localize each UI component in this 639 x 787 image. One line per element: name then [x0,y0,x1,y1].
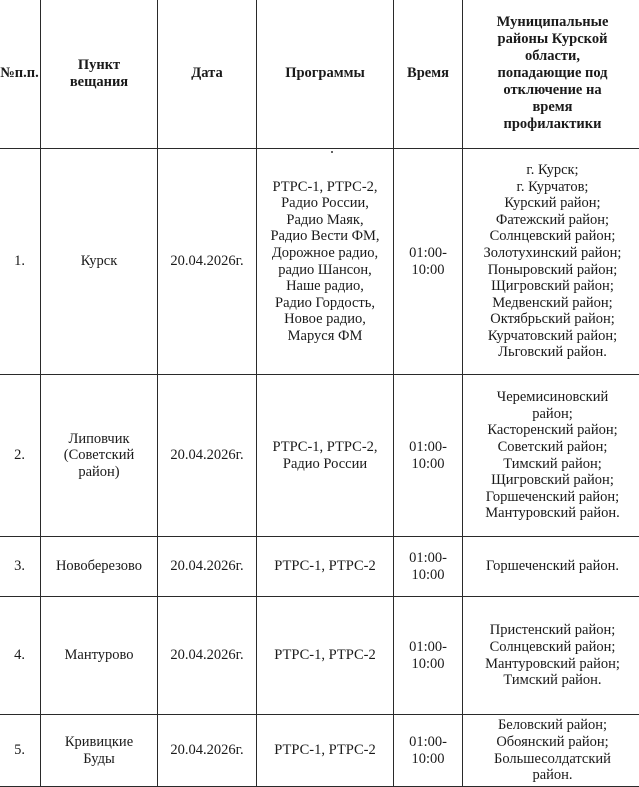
row-num: 5. [0,715,41,787]
point-line: Буды [41,751,157,768]
point-line: Курск [41,253,157,270]
header-regions [463,0,639,149]
point-line: Новоберезово [41,558,157,575]
row-regions [463,715,639,787]
header-time: Время [394,0,463,149]
time-line: 01:00- [394,439,462,456]
row-regions [463,375,639,537]
region-line: Щигровский район; [463,472,639,489]
region-line: Обоянский район; [463,734,639,751]
region-line: г. Курск; [463,162,639,179]
header-point [41,0,158,149]
point-line: район) [41,464,157,481]
program-line: РТРС-1, РТРС-2, [257,439,393,456]
region-line: Касторенский район; [463,422,639,439]
program-line: Маруся ФМ [257,328,393,345]
time-line: 10:00 [394,262,462,279]
row-time [394,375,463,537]
header-date: Дата [158,0,257,149]
row-date: 20.04.2026г. [158,537,257,597]
time-line: 01:00- [394,639,462,656]
row-time [394,537,463,597]
row-num: 3. [0,537,41,597]
program-line: РТРС-1, РТРС-2 [257,742,393,759]
header-point-line: Пункт [41,57,157,74]
table-row [0,715,639,787]
scan-speck [331,151,333,153]
region-line: Мантуровский район; [463,656,639,673]
region-line: г. Курчатов; [463,179,639,196]
region-line: Курчатовский район; [463,328,639,345]
region-line: район; [463,406,639,423]
header-regions-line: районы Курской [463,31,639,48]
region-line: Золотухинский район; [463,245,639,262]
row-date: 20.04.2026г. [158,375,257,537]
row-point [41,375,158,537]
time-line: 01:00- [394,550,462,567]
region-line: Мантуровский район. [463,505,639,522]
region-line: Советский район; [463,439,639,456]
region-line: Курский район; [463,195,639,212]
region-line: Горшеченский район. [463,558,639,575]
row-date: 20.04.2026г. [158,597,257,715]
row-programs [257,537,394,597]
point-line: Кривицкие [41,734,157,751]
row-regions [463,537,639,597]
program-line: РТРС-1, РТРС-2 [257,558,393,575]
header-regions-line: отключение на [463,82,639,99]
program-line: Наше радио, [257,278,393,295]
program-line: Радио Маяк, [257,212,393,229]
region-line: Большесолдатский [463,751,639,768]
region-line: Беловский район; [463,717,639,734]
program-line: Дорожное радио, [257,245,393,262]
row-num: 2. [0,375,41,537]
row-date: 20.04.2026г. [158,149,257,375]
region-line: Солнцевский район; [463,639,639,656]
row-time [394,597,463,715]
point-line: Липовчик [41,431,157,448]
row-time [394,149,463,375]
header-point-line: вещания [41,74,157,91]
region-line: Поныровский район; [463,262,639,279]
program-line: РТРС-1, РТРС-2 [257,647,393,664]
region-line: Черемисиновский [463,389,639,406]
region-line: район. [463,767,639,784]
program-line: радио Шансон, [257,262,393,279]
row-date: 20.04.2026г. [158,715,257,787]
table-row [0,149,639,375]
region-line: Тимский район; [463,456,639,473]
row-programs [257,715,394,787]
program-line: РТРС-1, РТРС-2, [257,179,393,196]
row-regions [463,149,639,375]
row-point [41,537,158,597]
region-line: Пристенский район; [463,622,639,639]
program-line: Новое радио, [257,311,393,328]
header-regions-line: профилактики [463,116,639,133]
header-regions-line: попадающие под [463,65,639,82]
row-num: 4. [0,597,41,715]
time-line: 10:00 [394,751,462,768]
region-line: Солнцевский район; [463,228,639,245]
point-line: Мантурово [41,647,157,664]
program-line: Радио России, [257,195,393,212]
header-regions-line: время [463,99,639,116]
time-line: 01:00- [394,734,462,751]
row-point [41,597,158,715]
table-row [0,597,639,715]
region-line: Медвенский район; [463,295,639,312]
row-time [394,715,463,787]
program-line: Радио Вести ФМ, [257,228,393,245]
program-line: Радио Гордость, [257,295,393,312]
time-line: 10:00 [394,456,462,473]
region-line: Льговский район. [463,344,639,361]
row-regions [463,597,639,715]
region-line: Щигровский район; [463,278,639,295]
region-line: Горшеченский район; [463,489,639,506]
row-point [41,715,158,787]
table-row [0,537,639,597]
point-line: (Советский [41,447,157,464]
region-line: Фатежский район; [463,212,639,229]
time-line: 01:00- [394,245,462,262]
table-row [0,375,639,537]
region-line: Тимский район. [463,672,639,689]
program-line: Радио России [257,456,393,473]
row-programs [257,149,394,375]
time-line: 10:00 [394,567,462,584]
header-regions-line: области, [463,48,639,65]
header-programs: Программы [257,0,394,149]
row-point [41,149,158,375]
region-line: Октябрьский район; [463,311,639,328]
header-row [0,0,639,149]
row-programs [257,597,394,715]
time-line: 10:00 [394,656,462,673]
header-num: №п.п. [0,0,41,149]
row-programs [257,375,394,537]
row-num: 1. [0,149,41,375]
header-regions-line: Муниципальные [463,14,639,31]
